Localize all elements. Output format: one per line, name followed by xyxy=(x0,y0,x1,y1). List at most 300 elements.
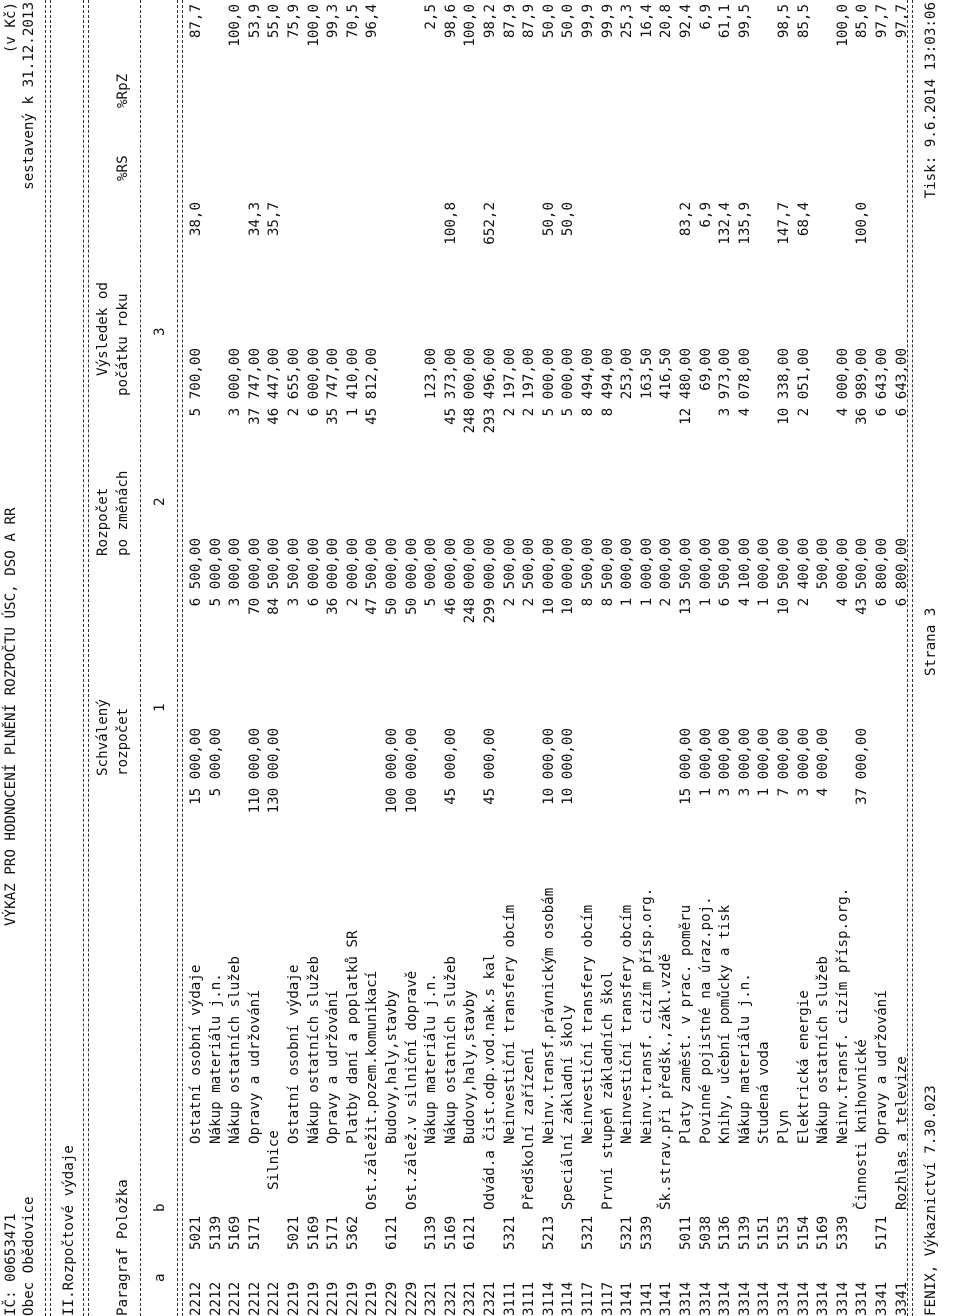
cell-s: 45 000,00 xyxy=(442,728,459,805)
cell-prpz: 100,0 xyxy=(834,4,851,47)
cell-rpz: 3 000,00 xyxy=(227,538,244,607)
cell-v: 248 000,00 xyxy=(462,348,479,434)
cell-v: 416,50 xyxy=(658,348,675,400)
cell-v: 253,00 xyxy=(619,348,636,400)
cell-pol: 5213 xyxy=(540,1215,557,1250)
cell-prpz: 97,7 xyxy=(874,4,890,39)
table-row xyxy=(775,0,795,1316)
cell-par: 2219 xyxy=(364,1281,381,1316)
cell-v: 6 643,00 xyxy=(893,348,910,417)
cell-pol: 5321 xyxy=(580,1215,596,1250)
table-row xyxy=(383,0,403,1316)
table-row xyxy=(677,0,697,1316)
cell-v: 46 447,00 xyxy=(266,348,283,425)
cell-rpz: 36 000,00 xyxy=(325,538,342,615)
col-result-label-2: počátku roku xyxy=(115,293,131,396)
cell-name: Neinv.transf. cizím přísp.org. xyxy=(834,887,851,1144)
cell-rs: 132,4 xyxy=(717,202,734,245)
cell-prpz: 85,0 xyxy=(854,4,871,39)
cell-par: 3314 xyxy=(815,1281,832,1316)
cell-par: 3314 xyxy=(697,1281,714,1316)
cell-prpz: 100,0 xyxy=(227,4,244,47)
currency-note: (v Kč) xyxy=(3,2,19,54)
cell-pol: 5169 xyxy=(305,1215,322,1250)
cell-prpz: 2,5 xyxy=(423,4,440,30)
cell-par: 3141 xyxy=(658,1281,675,1316)
cell-rpz: 2 000,00 xyxy=(344,538,361,607)
cell-par: 3314 xyxy=(717,1281,734,1316)
software-name: FENIX, Výkaznictví 7.30.023 xyxy=(923,1085,939,1316)
cell-prpz: 99,3 xyxy=(325,4,342,39)
cell-rpz: 84 500,00 xyxy=(266,538,283,615)
table-row xyxy=(657,0,677,1316)
cell-rs: 35,7 xyxy=(266,202,283,237)
cell-rpz: 1 000,00 xyxy=(756,538,773,607)
cell-name: Nákup ostatních služeb xyxy=(305,956,322,1144)
cell-name: Nákup materiálu j.n. xyxy=(423,973,440,1144)
cell-v: 37 747,00 xyxy=(246,348,263,425)
cell-v: 5 700,00 xyxy=(188,348,204,417)
cell-prpz: 85,5 xyxy=(795,4,812,39)
cell-par: 2321 xyxy=(482,1281,498,1316)
cell-v: 6 000,00 xyxy=(305,348,322,417)
cell-prpz: 97,7 xyxy=(893,4,910,39)
cell-par: 3141 xyxy=(638,1281,655,1316)
cell-s: 100 000,00 xyxy=(384,728,400,814)
section-title: II.Rozpočtové výdaje xyxy=(61,1145,77,1316)
cell-rs: 68,4 xyxy=(795,202,812,237)
cell-prpz: 98,2 xyxy=(482,4,498,39)
cell-par: 2212 xyxy=(207,1281,224,1316)
cell-par: 2219 xyxy=(305,1281,322,1316)
table-row xyxy=(736,0,756,1316)
table-row xyxy=(363,0,383,1316)
cell-v: 45 373,00 xyxy=(442,348,459,425)
cell-prpz: 55,0 xyxy=(266,4,283,39)
cell-rpz: 299 000,00 xyxy=(482,538,498,624)
cell-pol: 5139 xyxy=(736,1215,753,1250)
cell-v: 123,00 xyxy=(423,348,440,400)
cell-name: Předškolní zařízení xyxy=(521,1047,538,1210)
divider xyxy=(83,0,89,1316)
cell-name: Opravy a udržování xyxy=(246,990,263,1144)
cell-par: 3314 xyxy=(736,1281,753,1316)
cell-s: 110 000,00 xyxy=(246,728,263,814)
cell-name: Nákup ostatních služeb xyxy=(442,956,459,1144)
cell-s: 1 000,00 xyxy=(756,728,773,797)
divider xyxy=(907,0,913,1316)
cell-name: Ost.zálež.v silniční dopravě xyxy=(403,970,420,1210)
col-pct-rs: %RS xyxy=(115,155,131,181)
print-timestamp: Tisk: 9.6.2014 13:03:06 xyxy=(923,2,939,199)
cell-name: Šk.strav.při předšk.,zákl.vzdě xyxy=(658,953,675,1210)
cell-par: 3314 xyxy=(854,1281,871,1316)
cell-par: 2229 xyxy=(384,1281,400,1316)
cell-rpz: 13 500,00 xyxy=(678,538,694,615)
cell-par: 2212 xyxy=(266,1281,283,1316)
cell-rpz: 8 500,00 xyxy=(599,538,616,607)
cell-s: 7 000,00 xyxy=(776,728,792,797)
cell-prpz: 20,8 xyxy=(658,4,675,39)
cell-prpz: 70,5 xyxy=(344,4,361,39)
cell-rs: 147,7 xyxy=(776,202,792,245)
table-row xyxy=(814,0,834,1316)
cell-pol: 5171 xyxy=(246,1215,263,1250)
cell-s: 100 000,00 xyxy=(403,728,420,814)
cell-name: Neinvestiční transfery obcím xyxy=(580,904,596,1144)
table-row xyxy=(579,0,599,1316)
cell-s: 1 000,00 xyxy=(697,728,714,797)
cell-rpz: 6 500,00 xyxy=(188,538,204,607)
table-row xyxy=(520,0,540,1316)
cell-v: 1 410,00 xyxy=(344,348,361,417)
cell-v: 2 197,00 xyxy=(501,348,518,417)
cell-rs: 50,0 xyxy=(560,202,577,237)
cell-v: 6 643,00 xyxy=(874,348,890,417)
cell-par: 2219 xyxy=(286,1281,302,1316)
col-paragraf-polozka: Paragraf Položka xyxy=(115,1179,131,1316)
cell-pol: 5153 xyxy=(776,1215,792,1250)
cell-name: Neinvestiční transfery obcím xyxy=(619,904,636,1144)
cell-par: 3314 xyxy=(756,1281,773,1316)
cell-rpz: 2 500,00 xyxy=(501,538,518,607)
cell-rpz: 248 000,00 xyxy=(462,538,479,624)
cell-name: Speciální základní školy xyxy=(560,1005,577,1210)
cell-s: 130 000,00 xyxy=(266,728,283,814)
cell-rpz: 2 500,00 xyxy=(521,538,538,607)
cell-prpz: 75,9 xyxy=(286,4,302,39)
cell-s: 3 000,00 xyxy=(736,728,753,797)
cell-s: 10 000,00 xyxy=(540,728,557,805)
cell-s: 37 000,00 xyxy=(854,728,871,805)
table-row xyxy=(187,0,207,1316)
table-row xyxy=(344,0,364,1316)
table-row xyxy=(559,0,579,1316)
cell-pol: 5151 xyxy=(756,1215,773,1250)
cell-rpz: 8 500,00 xyxy=(580,538,596,607)
cell-rs: 6,9 xyxy=(697,202,714,228)
cell-prpz: 87,9 xyxy=(501,4,518,39)
cell-v: 5 000,00 xyxy=(540,348,557,417)
cell-par: 2321 xyxy=(462,1281,479,1316)
cell-par: 2212 xyxy=(227,1281,244,1316)
cell-name: Plyn xyxy=(776,1109,792,1144)
divider xyxy=(45,0,51,1316)
cell-rpz: 6 000,00 xyxy=(305,538,322,607)
table-row xyxy=(422,0,442,1316)
cell-name: Povinné pojistné na úraz.poj. xyxy=(697,896,714,1144)
cell-rpz: 4 100,00 xyxy=(736,538,753,607)
table-row xyxy=(246,0,266,1316)
cell-prpz: 25,3 xyxy=(619,4,636,39)
report-date: sestavený k 31.12.2013 xyxy=(21,2,37,190)
cell-prpz: 50,0 xyxy=(560,4,577,39)
report-title: VÝKAZ PRO HODNOCENÍ PLNĚNÍ ROZPOČTU ÚSC, DSO A RR xyxy=(3,507,19,926)
cell-rpz: 6 800,00 xyxy=(893,538,910,607)
cell-v: 35 747,00 xyxy=(325,348,342,425)
column-header-line-2 xyxy=(114,0,134,1316)
cell-s: 15 000,00 xyxy=(678,728,694,805)
cell-rs: 34,3 xyxy=(246,202,263,237)
cell-pol: 5171 xyxy=(325,1215,342,1250)
cell-rpz: 47 500,00 xyxy=(364,538,381,615)
cell-pol: 5139 xyxy=(423,1215,440,1250)
cell-pol: 5362 xyxy=(344,1215,361,1250)
cell-par: 2212 xyxy=(188,1281,204,1316)
cell-v: 4 000,00 xyxy=(834,348,851,417)
col-index-b: b xyxy=(152,1203,168,1212)
cell-name: Elektrická energie xyxy=(795,990,812,1144)
cell-v: 10 338,00 xyxy=(776,348,792,425)
table-row xyxy=(324,0,344,1316)
cell-s: 45 000,00 xyxy=(482,728,498,805)
cell-rpz: 1 000,00 xyxy=(619,538,636,607)
cell-v: 12 480,00 xyxy=(678,348,694,425)
cell-pol: 5321 xyxy=(501,1215,518,1250)
cell-pol: 5171 xyxy=(874,1215,890,1250)
cell-par: 3314 xyxy=(678,1281,694,1316)
cell-s: 3 000,00 xyxy=(795,728,812,797)
cell-rs: 135,9 xyxy=(736,202,753,245)
cell-rpz: 4 000,00 xyxy=(834,538,851,607)
cell-rs: 100,8 xyxy=(442,202,459,245)
cell-pol: 5169 xyxy=(442,1215,459,1250)
cell-par: 2212 xyxy=(246,1281,263,1316)
cell-s: 5 000,00 xyxy=(207,728,224,797)
cell-prpz: 99,9 xyxy=(599,4,616,39)
cell-par: 2219 xyxy=(325,1281,342,1316)
cell-name: Knihy, učební pomůcky a tisk xyxy=(717,904,734,1144)
cell-rpz: 70 000,00 xyxy=(246,538,263,615)
cell-par: 3114 xyxy=(560,1281,577,1316)
cell-prpz: 96,4 xyxy=(364,4,381,39)
cell-rpz: 10 000,00 xyxy=(540,538,557,615)
cell-prpz: 87,9 xyxy=(521,4,538,39)
table-row xyxy=(618,0,638,1316)
cell-prpz: 6,9 xyxy=(697,4,714,30)
cell-name: Platby daní a poplatků SR xyxy=(344,930,361,1144)
cell-v: 45 812,00 xyxy=(364,348,381,425)
cell-v: 2 197,00 xyxy=(521,348,538,417)
cell-pol: 5021 xyxy=(188,1215,204,1250)
cell-rs: 100,0 xyxy=(854,202,871,245)
table-row xyxy=(697,0,717,1316)
cell-name: Ostatní osobní výdaje xyxy=(286,964,302,1144)
table-row xyxy=(795,0,815,1316)
cell-rpz: 1 000,00 xyxy=(638,538,655,607)
divider xyxy=(140,0,141,1316)
col-index-3: 3 xyxy=(152,327,168,336)
header-line-1 xyxy=(2,0,22,1316)
footer-line xyxy=(922,0,942,1316)
cell-pol: 5169 xyxy=(227,1215,244,1250)
cell-name: Neinvestiční transfery obcím xyxy=(501,904,518,1144)
cell-par: 3314 xyxy=(834,1281,851,1316)
cell-par: 3341 xyxy=(874,1281,890,1316)
cell-prpz: 98,5 xyxy=(776,4,792,39)
cell-v: 163,50 xyxy=(638,348,655,400)
cell-v: 293 496,00 xyxy=(482,348,498,434)
column-header-line-1 xyxy=(94,0,114,1316)
cell-v: 3 000,00 xyxy=(227,348,244,417)
cell-rpz: 10 000,00 xyxy=(560,538,577,615)
cell-par: 3117 xyxy=(580,1281,596,1316)
cell-rpz: 6 500,00 xyxy=(717,538,734,607)
cell-par: 3114 xyxy=(540,1281,557,1316)
cell-prpz: 61,1 xyxy=(717,4,734,39)
cell-rpz: 6 800,00 xyxy=(874,538,890,607)
cell-name: Budovy,haly,stavby xyxy=(462,990,479,1144)
cell-pol: 5021 xyxy=(286,1215,302,1250)
table-row xyxy=(226,0,246,1316)
cell-par: 3141 xyxy=(619,1281,636,1316)
cell-v: 5 000,00 xyxy=(560,348,577,417)
cell-name: Neinv.transf.právnickým osobám xyxy=(540,887,557,1144)
cell-name: Neinv.transf. cizím přísp.org. xyxy=(638,887,655,1144)
cell-prpz: 100,0 xyxy=(462,4,479,47)
col-approved-label-1: Schválený xyxy=(95,699,111,776)
cell-rpz: 3 500,00 xyxy=(286,538,302,607)
cell-name: Silnice xyxy=(266,1130,283,1190)
cell-name: Nákup ostatních služeb xyxy=(815,956,832,1144)
organization-name: Obec Obědovice xyxy=(21,1196,37,1316)
cell-prpz: 50,0 xyxy=(540,4,557,39)
cell-par: 2321 xyxy=(423,1281,440,1316)
cell-v: 8 494,00 xyxy=(580,348,596,417)
cell-prpz: 53,9 xyxy=(246,4,263,39)
cell-rpz: 2 400,00 xyxy=(795,538,812,607)
cell-prpz: 98,6 xyxy=(442,4,459,39)
table-row xyxy=(481,0,501,1316)
cell-pol: 5169 xyxy=(815,1215,832,1250)
cell-pol: 5136 xyxy=(717,1215,734,1250)
cell-par: 3314 xyxy=(776,1281,792,1316)
table-row xyxy=(834,0,854,1316)
cell-name: Nákup ostatních služeb xyxy=(227,956,244,1144)
table-row xyxy=(305,0,325,1316)
cell-name: Studená voda xyxy=(756,1041,773,1144)
cell-rs: 652,2 xyxy=(482,202,498,245)
col-index-1: 1 xyxy=(152,703,168,712)
cell-v: 4 078,00 xyxy=(736,348,753,417)
cell-rs: 83,2 xyxy=(678,202,694,237)
cell-prpz: 99,9 xyxy=(580,4,596,39)
col-result-label-1: Výsledek od xyxy=(95,282,111,376)
cell-pol: 6121 xyxy=(462,1215,479,1250)
table-row xyxy=(638,0,658,1316)
cell-name: Odvád.a čist.odp.vod.nak.s kal xyxy=(482,953,498,1210)
cell-pol: 6121 xyxy=(384,1215,400,1250)
cell-rpz: 2 000,00 xyxy=(658,538,675,607)
col-index-2: 2 xyxy=(152,497,168,506)
cell-name: Budovy,haly,stavby xyxy=(384,990,400,1144)
cell-name: Platy zaměst. v prac. poměru xyxy=(678,904,694,1144)
table-row xyxy=(442,0,462,1316)
cell-v: 2 051,00 xyxy=(795,348,812,417)
cell-name: Nákup materiálu j.n. xyxy=(736,973,753,1144)
cell-name: Nákup materiálu j.n. xyxy=(207,973,224,1144)
table-row xyxy=(285,0,305,1316)
cell-v: 69,00 xyxy=(697,348,714,391)
cell-rpz: 50 000,00 xyxy=(384,538,400,615)
cell-par: 2321 xyxy=(442,1281,459,1316)
cell-rpz: 50 000,00 xyxy=(403,538,420,615)
cell-name: Opravy a udržování xyxy=(325,990,342,1144)
cell-rs: 38,0 xyxy=(188,202,204,237)
col-approved-label-2: rozpočet xyxy=(115,707,131,776)
cell-rpz: 46 000,00 xyxy=(442,538,459,615)
cell-name: Ostatní osobní výdaje xyxy=(188,964,204,1144)
cell-pol: 5339 xyxy=(638,1215,655,1250)
cell-pol: 5321 xyxy=(619,1215,636,1250)
cell-prpz: 92,4 xyxy=(678,4,694,39)
table-row xyxy=(873,0,893,1316)
cell-s: 4 000,00 xyxy=(815,728,832,797)
cell-rpz: 5 000,00 xyxy=(423,538,440,607)
cell-par: 3117 xyxy=(599,1281,616,1316)
col-pct-rpz: %RpZ xyxy=(115,73,131,108)
ic-number: IČ: 00653471 xyxy=(3,1213,19,1316)
table-row xyxy=(599,0,619,1316)
cell-par: 3341 xyxy=(893,1281,910,1316)
cell-pol: 5154 xyxy=(795,1215,812,1250)
table-row xyxy=(403,0,423,1316)
header-line-2 xyxy=(20,0,40,1316)
cell-par: 2229 xyxy=(403,1281,420,1316)
cell-v: 8 494,00 xyxy=(599,348,616,417)
table-row xyxy=(501,0,521,1316)
cell-prpz: 16,4 xyxy=(638,4,655,39)
cell-par: 3314 xyxy=(795,1281,812,1316)
divider xyxy=(177,0,183,1316)
cell-pol: 5038 xyxy=(697,1215,714,1250)
cell-rpz: 5 000,00 xyxy=(207,538,224,607)
page-number: Strana 3 xyxy=(923,607,939,676)
cell-pol: 5339 xyxy=(834,1215,851,1250)
cell-par: 2219 xyxy=(344,1281,361,1316)
cell-prpz: 87,7 xyxy=(188,4,204,39)
cell-par: 3111 xyxy=(501,1281,518,1316)
table-row xyxy=(265,0,285,1316)
col-modified-label-1: Rozpočet xyxy=(95,487,111,556)
cell-v: 3 973,00 xyxy=(717,348,734,417)
cell-name: Činnosti knihovnické xyxy=(854,1039,871,1210)
cell-s: 3 000,00 xyxy=(717,728,734,797)
cell-s: 10 000,00 xyxy=(560,728,577,805)
cell-name: Ost.záležit.pozem.komunikací xyxy=(364,970,381,1210)
cell-name: Opravy a udržování xyxy=(874,990,890,1144)
cell-name: Rozhlas a televize xyxy=(893,1056,910,1210)
table-row xyxy=(853,0,873,1316)
col-index-a: a xyxy=(152,1273,168,1282)
cell-v: 2 655,00 xyxy=(286,348,302,417)
col-modified-label-2: po změnách xyxy=(115,470,131,556)
table-row xyxy=(716,0,736,1316)
cell-rpz: 1 000,00 xyxy=(697,538,714,607)
column-index-line xyxy=(151,0,171,1316)
cell-name: První stupeň základních škol xyxy=(599,970,616,1210)
table-row xyxy=(461,0,481,1316)
cell-pol: 5139 xyxy=(207,1215,224,1250)
cell-v: 36 989,00 xyxy=(854,348,871,425)
table-row xyxy=(207,0,227,1316)
cell-rs: 50,0 xyxy=(540,202,557,237)
cell-pol: 5011 xyxy=(678,1215,694,1250)
cell-rpz: 500,00 xyxy=(815,538,832,590)
cell-rpz: 43 500,00 xyxy=(854,538,871,615)
table-row xyxy=(540,0,560,1316)
cell-prpz: 99,5 xyxy=(736,4,753,39)
